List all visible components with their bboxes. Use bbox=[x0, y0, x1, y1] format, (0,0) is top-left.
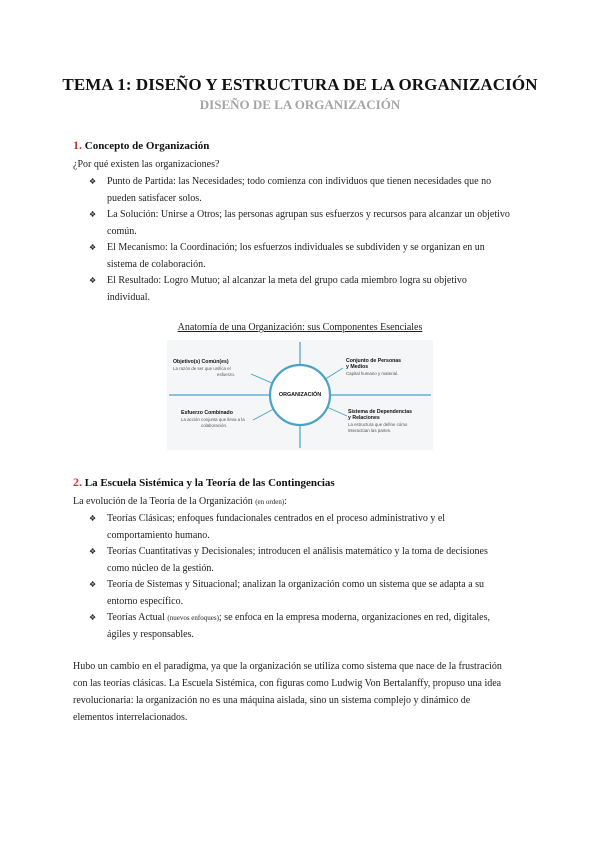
list-item: ❖ Teoría de Sistemas y Situacional; analizan la organización como un sistema que se adapta a su entorno específico. bbox=[89, 579, 485, 607]
diamond-bullet-icon: ❖ bbox=[89, 613, 97, 622]
diamond-bullet-icon: ❖ bbox=[89, 580, 97, 589]
section-2-heading bbox=[73, 475, 335, 490]
list-item: ❖ La Solución: Unirse a Otros; las personas agrupan sus esfuerzos y recursos para alcanzar un objetivo común. bbox=[89, 209, 510, 237]
list-item: ❖ Punto de Partida: las Necesidades; todo comienza con individuos que tienen necesidades que no pueden satisfacer solos. bbox=[89, 176, 492, 204]
diamond-bullet-icon: ❖ bbox=[89, 177, 97, 186]
section-1-bullet-list bbox=[73, 174, 528, 306]
diamond-bullet-icon: ❖ bbox=[89, 276, 97, 285]
diagram-center-label: ORGANIZACIÓN bbox=[278, 392, 322, 398]
diamond-bullet-icon: ❖ bbox=[89, 514, 97, 523]
list-item: ❖ El Resultado: Logro Mutuo; al alcanzar la meta del grupo cada miembro logra su objetivo individual. bbox=[89, 275, 467, 303]
diagram-label-dependencias: Sistema de Dependencias bbox=[348, 409, 413, 415]
page-title: TEMA 1: DISEÑO Y ESTRUCTURA DE LA ORGANIZACIÓN bbox=[62, 75, 538, 94]
organization-diagram: ORGANIZACIÓN Objetivo(s) Común(es) La razón de ser que unifica el esfuerzo. Conjunto de Personas y Medios Capital humano y material. Esfuerzo Combinado La acción conjunta que lleva a la colaboración. Sistema de Dependencias y Relaciones La estructura que define cómo interactúan las partes. bbox=[167, 340, 433, 450]
section-2-paragraph: Hubo un cambio en el paradigma, ya que la organización se utiliza como sistema que nace de la frustración con las teorías clásicas. La Escuela Sistémica, con figuras como Ludwig Von Bertalanffy, propuso una idea revolucionaria: la organización no es una máquina aislada, sino un sistema complejo y dinámico de elementos interrelacionados. bbox=[73, 661, 502, 723]
section-1-question: ¿Por qué existen las organizaciones? bbox=[73, 159, 220, 170]
page-subtitle: DISEÑO DE LA ORGANIZACIÓN bbox=[199, 97, 401, 112]
list-item: ❖ El Mecanismo: la Coordinación; los esfuerzos individuales se subdividen y se organizan en un sistema de colaboración. bbox=[89, 242, 485, 270]
diamond-bullet-icon: ❖ bbox=[89, 210, 97, 219]
list-item: ❖ Teorías Cuantitativas y Decisionales; introducen el análisis matemático y la toma de decisiones como núcleo de la gestión. bbox=[89, 546, 488, 574]
section-1-title: Concepto de Organización bbox=[84, 140, 210, 152]
diagram-label-esfuerzo: Esfuerzo Combinado bbox=[181, 410, 233, 416]
figure-caption: Anatomía de una Organización: sus Componentes Esenciales bbox=[177, 322, 423, 333]
section-1-heading bbox=[73, 138, 209, 153]
diamond-bullet-icon: ❖ bbox=[89, 547, 97, 556]
section-1-number: 1. bbox=[73, 138, 82, 152]
list-item: ❖ Teorías Clásicas; enfoques fundacionales centrados en el proceso administrativo y el comportamiento humano. bbox=[89, 513, 446, 541]
diagram-label-personas: Conjunto de Personas bbox=[346, 358, 402, 364]
section-2-number: 2. bbox=[73, 475, 82, 489]
section-2-intro: La evolución de la Teoría de la Organización (en orden): bbox=[73, 496, 287, 507]
list-item: ❖ Teorías Actual (nuevos enfoques); se enfoca en la empresa moderna, organizaciones en red, digitales, ágiles y responsables. bbox=[89, 612, 490, 640]
section-2-title: La Escuela Sistémica y la Teoría de las Contingencias bbox=[84, 477, 335, 489]
diamond-bullet-icon: ❖ bbox=[89, 243, 97, 252]
diagram-label-objetivo: Objetivo(s) Común(es) bbox=[173, 359, 229, 365]
section-2-bullet-list bbox=[73, 511, 528, 643]
